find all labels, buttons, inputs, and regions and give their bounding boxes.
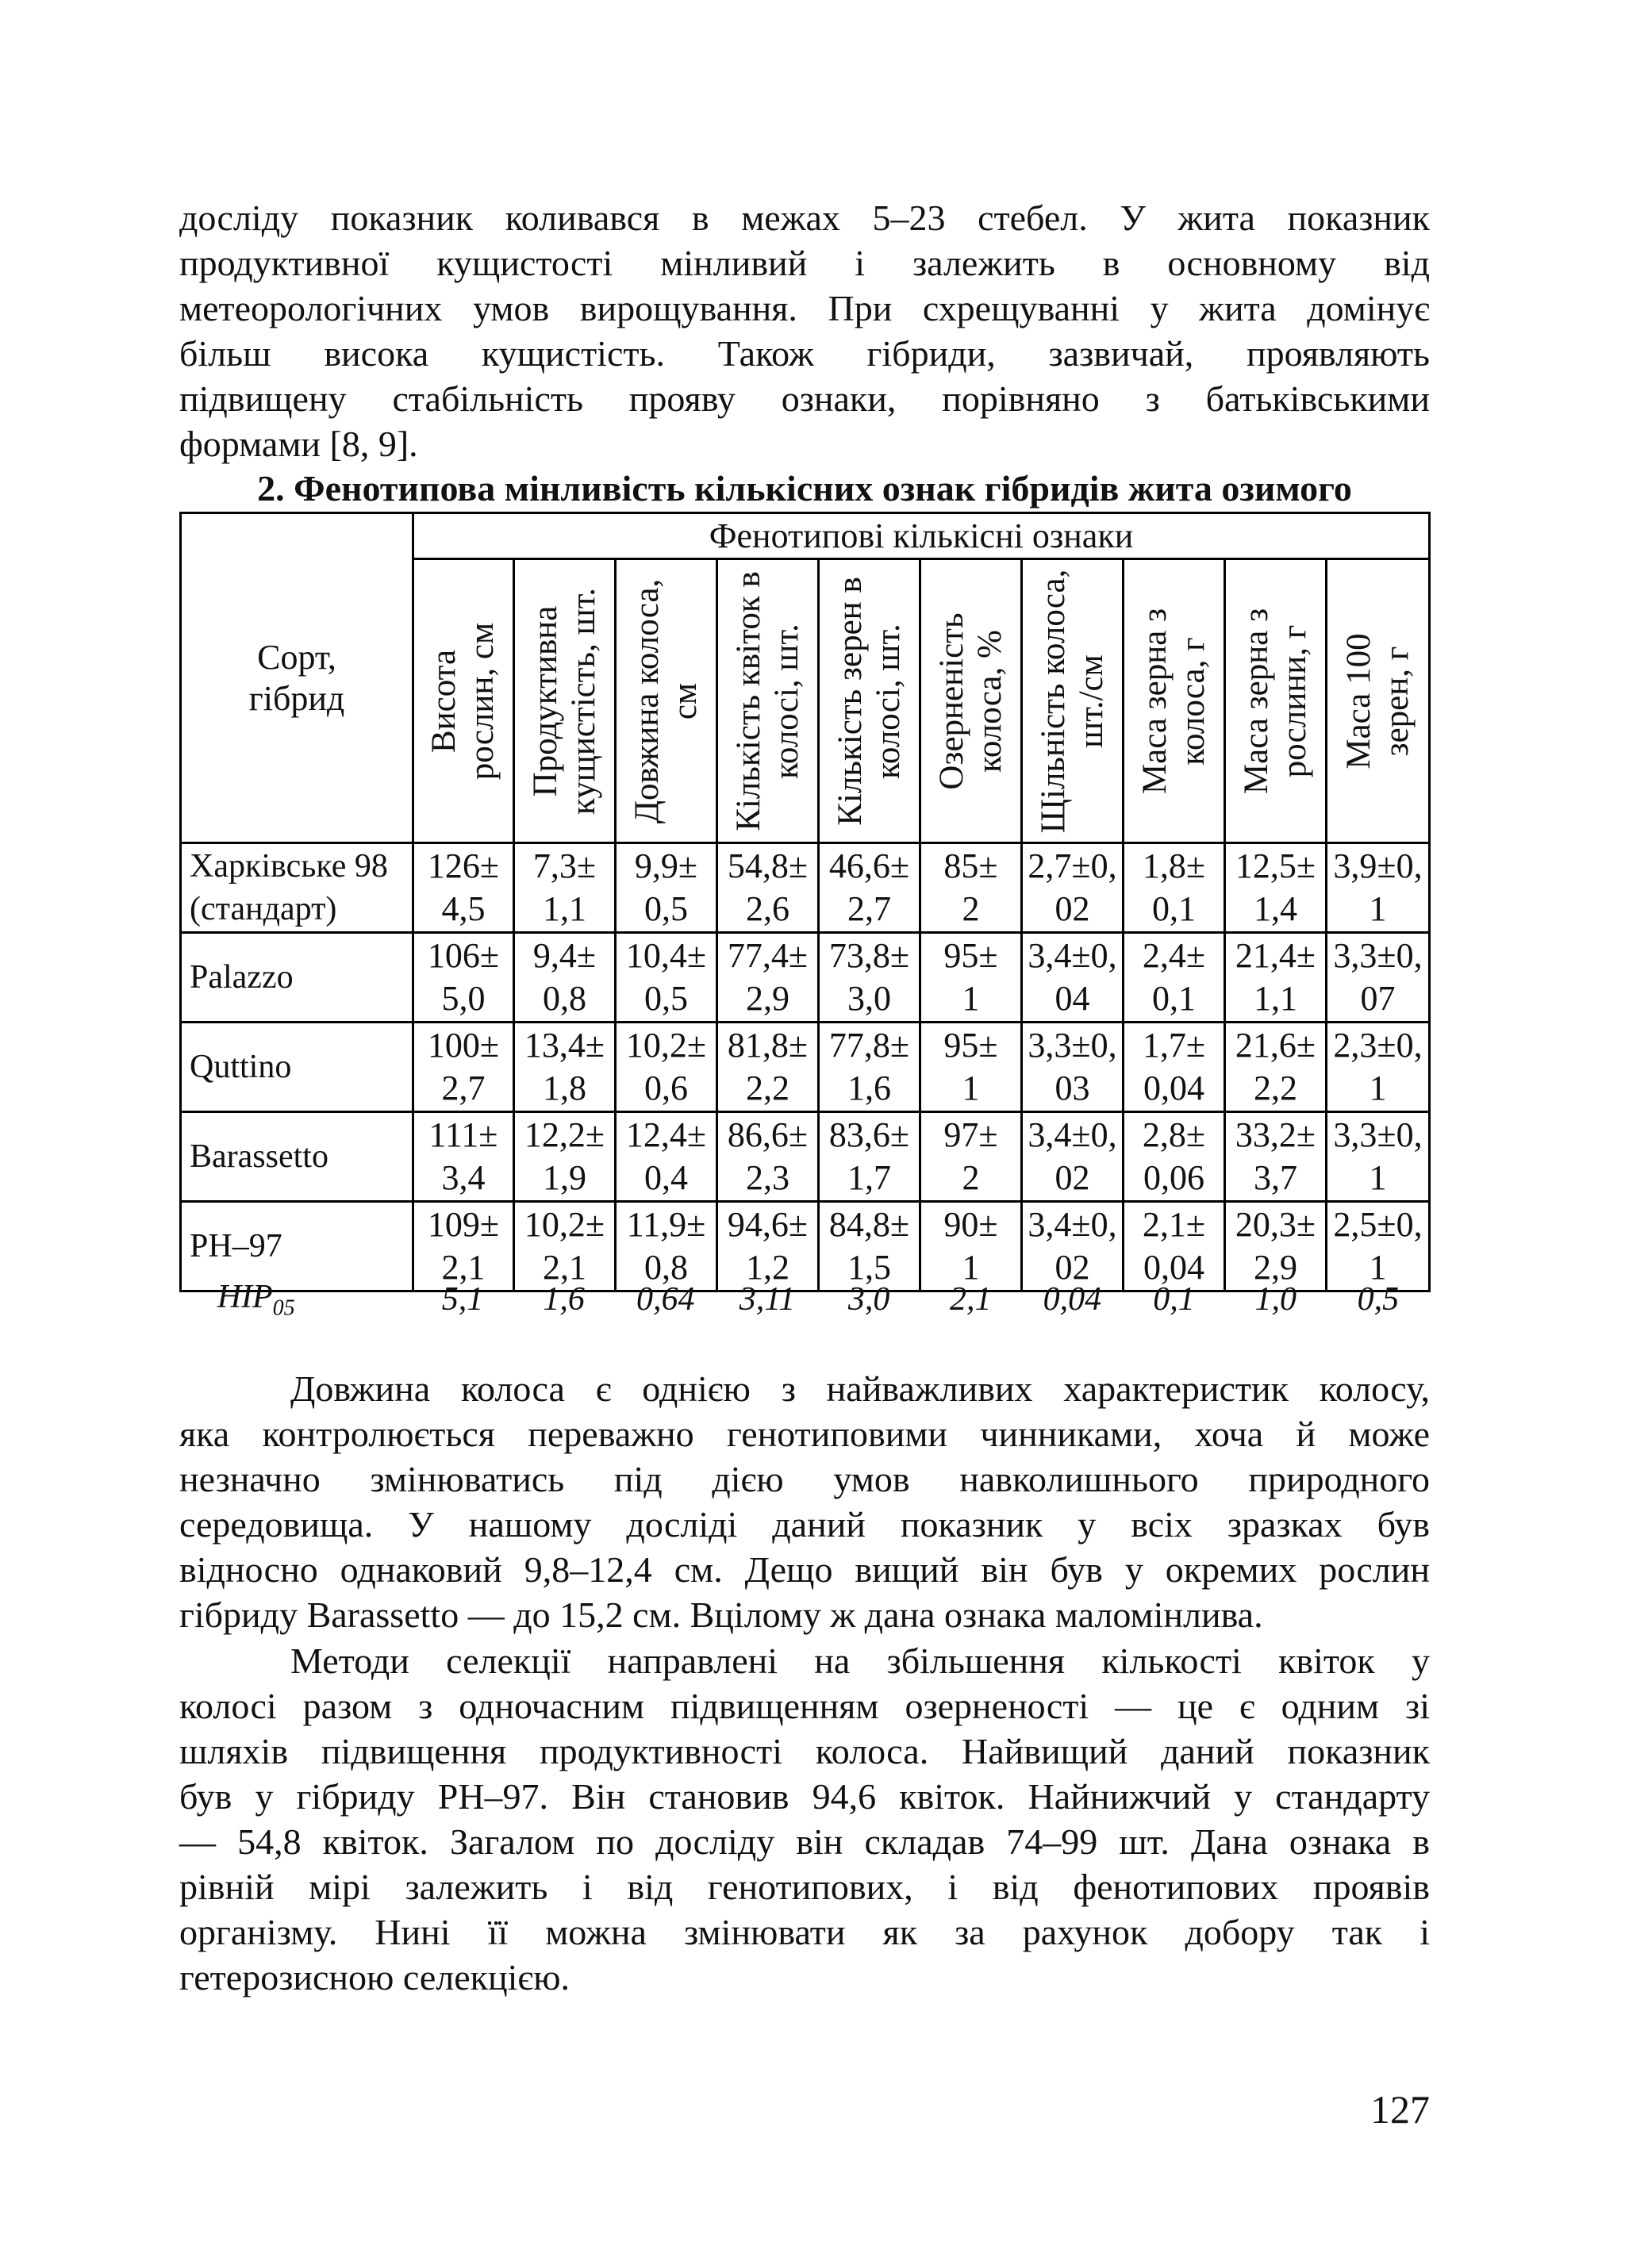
table-cell: 3,4±0, 02 [1022,1202,1124,1291]
table-cell: 2,7±0, 02 [1022,843,1124,933]
column-header [920,559,1022,843]
text-line: гібриду Barassetto — до 15,2 см. Вцілому ж дана ознака маломінлива. [179,1595,1263,1635]
table-row [181,1023,1430,1112]
table-cell: 10,4± 0,5 [616,933,717,1023]
text-line: був у гібриду РН–97. Він становив 94,6 квіток. Найнижчий у стандарту [179,1776,1430,1817]
column-header [413,559,514,843]
table-cell: 109± 2,1 [413,1202,514,1291]
table-cell: 3,4±0, 04 [1022,933,1124,1023]
table-cell: 20,3± 2,9 [1225,1202,1327,1291]
nir-value: 1,6 [543,1281,585,1318]
nir-value: 0,04 [1043,1281,1102,1318]
text-line: метеорологічних умов вирощування. При схрещуванні у жита домінує [179,288,1430,328]
column-header-text: Кількість зерен в колосі, шт. [831,576,907,826]
table-cell: 33,2± 3,7 [1225,1112,1327,1202]
column-header [1225,559,1327,843]
nir-value: 0,64 [636,1281,695,1318]
table-cell: 95± 1 [920,1023,1022,1112]
text-line: середовища. У нашому досліді даний показник у всіх зразках був [179,1504,1430,1545]
table-cell: 3,4±0, 02 [1022,1112,1124,1202]
table-cell: 9,9± 0,5 [616,843,717,933]
column-header-text: Маса зерна з рослини, г [1237,608,1313,794]
table-cell: 2,5±0, 1 [1327,1202,1430,1291]
paragraph-breeding [179,1638,1430,2000]
text-line: рівній мірі залежить і від генотипових, і від фенотипових проявів [179,1867,1430,1907]
variety-name: Quttino [181,1023,413,1112]
table-cell: 81,8± 2,2 [717,1023,819,1112]
table-cell: 2,1± 0,04 [1124,1202,1225,1291]
text-line: формами [8, 9]. [179,424,418,464]
variety-name: Харківське 98 (стандарт) [181,843,413,933]
table-cell: 84,8± 1,5 [819,1202,920,1291]
column-header [514,559,616,843]
variety-name: Barassetto [181,1112,413,1202]
table-cell: 1,8± 0,1 [1124,843,1225,933]
text-line: більш висока кущистість. Також гібриди, зазвичай, проявляють [179,333,1430,374]
table-cell: 12,5± 1,4 [1225,843,1327,933]
nir-value: 0,1 [1153,1281,1195,1318]
table-cell: 97± 2 [920,1112,1022,1202]
page-number: 127 [1370,2087,1430,2132]
text-line: продуктивної кущистості мінливий і залежить в основному від [179,243,1430,283]
table-cell: 1,7± 0,04 [1124,1023,1225,1112]
table-row [181,1112,1430,1202]
table-cell: 126± 4,5 [413,843,514,933]
table-cell: 85± 2 [920,843,1022,933]
table-cell: 10,2± 0,6 [616,1023,717,1112]
table-cell: 77,8± 1,6 [819,1023,920,1112]
table-row [181,843,1430,933]
column-header-text: Маса 100 зерен, г [1339,632,1416,769]
text-line: яка контролюється переважно генотиповими чинниками, хоча й може [179,1414,1430,1454]
table-cell: 9,4± 0,8 [514,933,616,1023]
paragraph-intro [179,195,1430,466]
table-cell: 3,3±0, 1 [1327,1112,1430,1202]
nir-value: 3,0 [847,1281,890,1318]
column-header [616,559,717,843]
table-cell: 90± 1 [920,1202,1022,1291]
table-row [181,933,1430,1023]
table-cell: 10,2± 2,1 [514,1202,616,1291]
variety-name: Palazzo [181,933,413,1023]
table-cell: 46,6± 2,7 [819,843,920,933]
table-cell: 12,4± 0,4 [616,1112,717,1202]
table-cell: 21,4± 1,1 [1225,933,1327,1023]
nir-value: 2,1 [949,1281,992,1318]
table-cell: 21,6± 2,2 [1225,1023,1327,1112]
column-header-text: Озерненість колоса, % [932,612,1008,790]
column-header-text: Маса зерна з колоса, г [1135,608,1212,794]
column-header [819,559,920,843]
nir-value: 0,5 [1357,1281,1400,1318]
table-cell: 2,3±0, 1 [1327,1023,1430,1112]
text-line: досліду показник коливався в межах 5–23 стебел. У жита показник [179,198,1430,238]
table-cell: 100± 2,7 [413,1023,514,1112]
nir-value: 5,1 [441,1281,484,1318]
column-header-text: Довжина колоса, см [628,578,704,823]
column-header [717,559,819,843]
column-header-text: Кількість квіток в колосі, шт. [729,570,805,831]
table-caption: 2. Фенотипова мінливість кількісних ознак гібридів жита озимого [257,468,1352,508]
text-line: колосі разом з одночасним підвищенням озерненості — це є одним зі [179,1686,1430,1726]
table-cell: 77,4± 2,9 [717,933,819,1023]
text-line: незначно змінюватись під дією умов навколишнього природного [179,1459,1430,1499]
text-line: організму. Нині її можна змінювати як за рахунок добору так і [179,1912,1430,1952]
table-cell: 3,3±0, 03 [1022,1023,1124,1112]
column-header-text: Висота рослин, см [425,622,501,780]
table-cell: 73,8± 3,0 [819,933,920,1023]
table-cell: 3,9±0, 1 [1327,843,1430,933]
column-header [1022,559,1124,843]
text-line: Методи селекції направлені на збільшення кількості квіток у [290,1641,1430,1681]
table-cell: 94,6± 1,2 [717,1202,819,1291]
column-header-text: Продуктивна кущистість, шт. [526,587,602,815]
text-line: — 54,8 квіток. Загалом по досліду він складав 74–99 шт. Дана ознака в [179,1821,1430,1862]
text-line: гетерозисною селекцією. [179,1957,570,1997]
table-cell: 11,9± 0,8 [616,1202,717,1291]
table-cell: 111± 3,4 [413,1112,514,1202]
table-cell: 86,6± 2,3 [717,1112,819,1202]
table-cell: 2,4± 0,1 [1124,933,1225,1023]
table-cell: 2,8± 0,06 [1124,1112,1225,1202]
text-line: шляхів підвищення продуктивності колоса. Найвищий даний показник [179,1731,1430,1771]
column-header-text: Щільність колоса, шт./см [1034,569,1110,833]
table-cell: 83,6± 1,7 [819,1112,920,1202]
group-header: Фенотипові кількісні ознаки [413,513,1430,559]
text-line: Довжина колоса є однією з найважливих характеристик колосу, [290,1368,1430,1409]
nir-value: 3,11 [739,1281,796,1318]
table-cell: 54,8± 2,6 [717,843,819,933]
table-cell: 7,3± 1,1 [514,843,616,933]
nir-label: $НІР_{05}$ [217,1278,295,1321]
nir-value: 1,0 [1254,1281,1297,1318]
sort-header: Сорт, гібрид [181,513,413,843]
column-header [1124,559,1225,843]
text-line: підвищену стабільність прояву ознаки, порівняно з батьківськими [179,378,1430,419]
column-header [1327,559,1430,843]
table-cell: 95± 1 [920,933,1022,1023]
table-cell: 12,2± 1,9 [514,1112,616,1202]
paragraph-spike-length [179,1366,1430,1637]
nir-row [179,1277,1430,1322]
table-cell: 106± 5,0 [413,933,514,1023]
phenotype-table [179,512,1431,1292]
variety-name: РН–97 [181,1202,413,1291]
table-cell: 13,4± 1,8 [514,1023,616,1112]
table-cell: 3,3±0, 07 [1327,933,1430,1023]
text-line: відносно однаковий 9,8–12,4 см. Дещо вищий він був у окремих рослин [179,1549,1430,1590]
